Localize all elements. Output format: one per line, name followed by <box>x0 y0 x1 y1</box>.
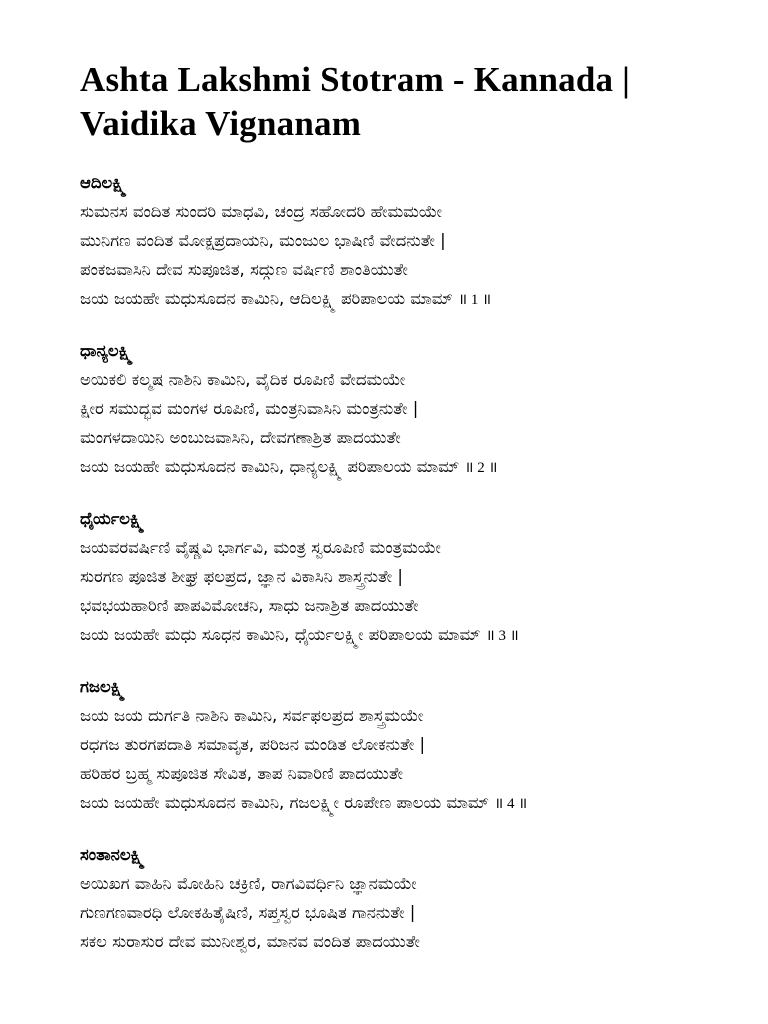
verse-line: ಗುಣಗಣವಾರಧಿ ಲೋಕಹಿತೈಷಿಣಿ, ಸಪ್ತಸ್ವರ ಭೂಷಿತ ಗಾನನುತೇ | <box>80 903 416 922</box>
stotram-section-santhanalakshmi <box>80 840 720 956</box>
stotram-section-dhanyalakshmi <box>80 336 720 481</box>
verse-line-text: ಜಯ ಜಯಹೇ ಮಧುಸೂದನ ಕಾಮಿನಿ, ಗಜಲಕ್ಷ್ಮೀ ರೂಪೇಣ ಪಾಲಯ ಮಾಮ್ <box>80 793 489 812</box>
verse-line: ಜಯವರವರ್ಷಿಣಿ ವೈಷ್ಣವಿ ಭಾರ್ಗವಿ, ಮಂತ್ರ ಸ್ವರೂಪಿಣಿ ಮಂತ್ರಮಯೇ <box>80 538 441 557</box>
verse-line-final <box>80 620 720 649</box>
verse-line: ಭವಭಯಹಾರಿಣಿ ಪಾಪವಿಮೋಚನಿ, ಸಾಧು ಜನಾಶ್ರಿತ ಪಾದಯುತೇ <box>80 596 419 615</box>
section-heading: ಧೈರ್ಯಲಕ್ಷ್ಮಿ <box>80 509 144 528</box>
verse-line-text: ಜಯ ಜಯಹೇ ಮಧು ಸೂಧನ ಕಾಮಿನಿ, ಧೈರ್ಯಲಕ್ಷ್ಮೀ ಪರಿಪಾಲಯ ಮಾಮ್ <box>80 625 481 644</box>
stotram-section-dhairyalakshmi <box>80 504 720 649</box>
section-heading: ಆದಿಲಕ್ಷ್ಮಿ <box>80 173 127 192</box>
verse-number: ॥ 1 ॥ <box>458 292 492 308</box>
document-page <box>80 58 720 979</box>
verse-line: ಸಕಲ ಸುರಾಸುರ ದೇವ ಮುನೀಶ್ವರ, ಮಾನವ ವಂದಿತ ಪಾದಯುತೇ <box>80 932 420 951</box>
verse-line: ಸುಮನಸ ವಂದಿತ ಸುಂದರಿ ಮಾಧವಿ, ಚಂದ್ರ ಸಹೋದರಿ ಹೇಮಮಯೇ <box>80 202 442 221</box>
verse-line-text: ಜಯ ಜಯಹೇ ಮಧುಸೂದನ ಕಾಮಿನಿ, ಧಾನ್ಯಲಕ್ಷ್ಮಿ ಪರಿಪಾಲಯ ಮಾಮ್ <box>80 457 460 476</box>
verse-line: ಹರಿಹರ ಬ್ರಹ್ಮ ಸುಪೂಜಿತ ಸೇವಿತ, ತಾಪ ನಿವಾರಿಣಿ ಪಾದಯುತೇ <box>80 764 404 783</box>
verse-line: ಅಯಿಖಗ ವಾಹಿನಿ ಮೋಹಿನಿ ಚಕ್ರಿಣಿ, ರಾಗವಿವರ್ಧಿನಿ ಜ್ಞಾನಮಯೇ <box>80 874 417 893</box>
verse-line: ಜಯ ಜಯ ದುರ್ಗತಿ ನಾಶಿನಿ ಕಾಮಿನಿ, ಸರ್ವಫಲಪ್ರದ ಶಾಸ್ತ್ರಮಯೇ <box>80 706 424 725</box>
verse-line: ರಧಗಜ ತುರಗಪದಾತಿ ಸಮಾವೃತ, ಪರಿಜನ ಮಂಡಿತ ಲೋಕನುತೇ | <box>80 735 425 754</box>
verse-number: ॥ 2 ॥ <box>464 460 498 476</box>
verse-line-final <box>80 788 720 817</box>
verse-line-final <box>80 284 720 313</box>
verse-line-final <box>80 452 720 481</box>
verse-line: ಸುರಗಣ ಪೂಜಿತ ಶೀಘ್ರ ಫಲಪ್ರದ, ಜ್ಞಾನ ವಿಕಾಸಿನಿ ಶಾಸ್ತ್ರನುತೇ | <box>80 567 403 586</box>
document-title: Ashta Lakshmi Stotram - Kannada | Vaidika Vignanam <box>80 60 631 143</box>
stotram-section-gajalakshmi <box>80 672 720 817</box>
verse-number: ॥ 3 ॥ <box>485 628 519 644</box>
verse-line-text: ಜಯ ಜಯಹೇ ಮಧುಸೂದನ ಕಾಮಿನಿ, ಆದಿಲಕ್ಷ್ಮಿ ಪರಿಪಾಲಯ ಮಾಮ್ <box>80 289 453 308</box>
verse-line: ಅಯಿಕಲಿ ಕಲ್ಮಷ ನಾಶಿನಿ ಕಾಮಿನಿ, ವೈದಿಕ ರೂಪಿಣಿ ವೇದಮಯೇ <box>80 370 406 389</box>
verse-number: ॥ 4 ॥ <box>494 796 528 812</box>
verse-line: ಮಂಗಳದಾಯಿನಿ ಅಂಬುಜವಾಸಿನಿ, ದೇವಗಣಾಶ್ರಿತ ಪಾದಯುತೇ <box>80 428 401 447</box>
section-heading: ಧಾನ್ಯಲಕ್ಷ್ಮಿ <box>80 341 133 360</box>
stotram-section-adilakshmi <box>80 168 720 313</box>
section-heading: ಸಂತಾನಲಕ್ಷ್ಮಿ <box>80 845 145 864</box>
section-heading: ಗಜಲಕ್ಷ್ಮಿ <box>80 677 125 696</box>
verse-line: ಕ್ಷೀರ ಸಮುದ್ಭವ ಮಂಗಳ ರೂಪಿಣಿ, ಮಂತ್ರನಿವಾಸಿನಿ ಮಂತ್ರನುತೇ | <box>80 399 419 418</box>
verse-line: ಪಂಕಜವಾಸಿನಿ ದೇವ ಸುಪೂಜಿತ, ಸದ್ಗುಣ ವರ್ಷಿಣಿ ಶಾಂತಿಯುತೇ <box>80 260 408 279</box>
verse-line: ಮುನಿಗಣ ವಂದಿತ ಮೋಕ್ಷಪ್ರದಾಯನಿ, ಮಂಜುಲ ಭಾಷಿಣಿ ವೇದನುತೇ | <box>80 231 446 250</box>
